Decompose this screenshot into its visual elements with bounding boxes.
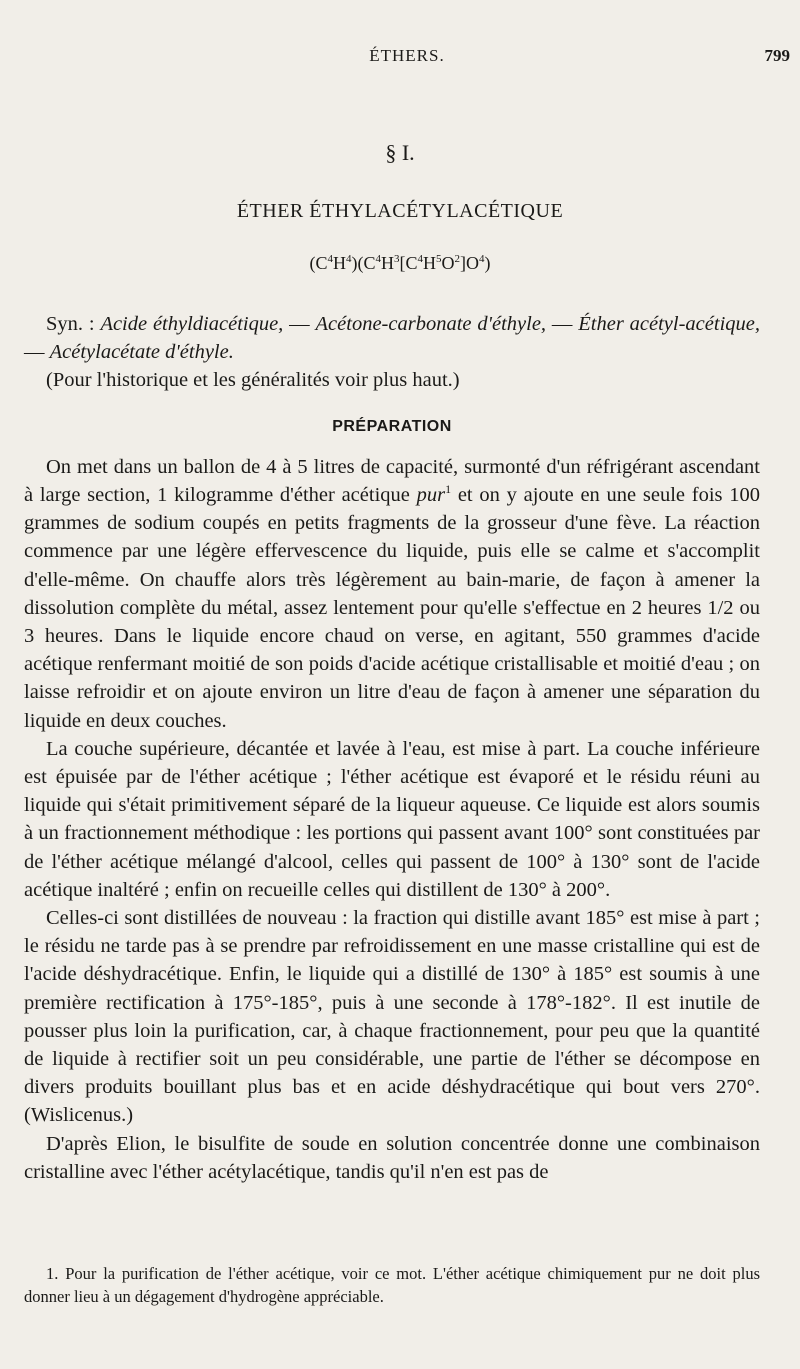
synonyms-line (24, 310, 760, 366)
paragraph-text: On met dans un ballon de 4 à 5 litres de capacité, surmonté d'un réfrigérant ascendant à large section, 1 kilogramme d'éther acétique (24, 455, 760, 507)
paragraph (24, 453, 760, 735)
synonym: Acide éthyldiacétique, (100, 313, 284, 335)
history-note: (Pour l'historique et les généralités voir plus haut.) (46, 369, 460, 392)
formula-sup: 4 (327, 253, 333, 265)
paragraph: D'après Elion, le bisulfite de soude en solution concentrée donne une combinaison cristalline avec l'éther acétylacétique, tandis qu'il n'en est pas de (24, 1132, 760, 1183)
synonyms-lead: Syn. : (46, 313, 95, 335)
paragraph-text: et on y ajoute en une seule fois 100 grammes de sodium coupés en petits fragments de la grosseur d'une fève. La réaction commence par une légère effervescence du liquide, puis elle se calme et s'accomplit d'elle-même. On chauffe alors très légèrement au bain-marie, de façon à amener la dissolution complète du métal, assez lentement pour qu'elle s'effectue en 2 heures 1/2 ou 3 heures. Dans le liquide encore chaud on verse, en agitant, 550 grammes d'acide acétique renfermant moitié de son poids d'acide acétique cristallisable et moitié d'eau ; on laisse refroidir et on ajoute environ un litre d'eau de façon à amener une séparation du liquide en deux couches. (24, 484, 760, 732)
running-title: ÉTHERS. (369, 46, 445, 65)
synonym: Acétylacétate d'éthyle. (49, 341, 234, 364)
formula-sup: 2 (454, 253, 460, 265)
formula-sup: 3 (394, 253, 400, 265)
formula-part: O (441, 253, 455, 273)
formula-sup: 4 (417, 253, 423, 265)
formula-part: ) (484, 253, 491, 273)
page-number: 799 (764, 46, 790, 65)
footnote-area (24, 1262, 760, 1308)
formula-part: (C (309, 253, 328, 273)
formula-part: H (381, 253, 394, 273)
synonym: Éther acétyl-acétique, (578, 313, 760, 335)
dash: — (283, 313, 316, 335)
section-mark: § I. (385, 140, 415, 165)
synonym: Acétone-carbonate d'éthyle, (315, 313, 547, 335)
paragraph: La couche supérieure, décantée et lavée à l'eau, est mise à part. La couche inférieure est épuisée par de l'éther acétique ; l'éther acétique est évaporé et le résidu réuni au liquide qui s'était primitivement séparé de la liqueur aqueuse. Ce liquide est alors soumis à un fractionnement méthodique : les portions qui passent avant 100° sont constituées par de l'éther acétique mélangé d'alcool, celles qui passent de 100° à 130° sont de l'acide acétique inaltéré ; enfin on recueille celles qui distillent de 130° à 200°. (24, 737, 760, 901)
body-text (24, 310, 760, 1186)
formula-sup: 5 (436, 253, 442, 265)
formula-sup: 4 (479, 253, 485, 265)
footnote: 1. Pour la purification de l'éther acétique, voir ce mot. L'éther acétique chimiquement pur ne doit plus donner lieu à un dégagement d'hydrogène appréciable. (24, 1264, 760, 1306)
dash: — (546, 313, 579, 335)
emphasis: pur (416, 484, 446, 507)
formula-part: [C (399, 253, 418, 273)
section-heading: PRÉPARATION (332, 417, 452, 435)
formula-part: )(C (351, 253, 376, 273)
formula-sup: 4 (375, 253, 381, 265)
formula-part: H (333, 253, 346, 273)
compound-title: ÉTHER ÉTHYLACÉTYLACÉTIQUE (236, 200, 564, 222)
paragraph: Celles-ci sont distillées de nouveau : la fraction qui distille avant 185° est mise à part ; le résidu ne tarde pas à se prendre par refroidissement en une masse cristalline qui est de l'acide déshydracétique. Enfin, le liquide qui a distillé de 130° à 185° est soumis à une première rectification à 175°-185°, puis à une seconde à 178°-182°. Il est inutile de pousser plus loin la purification, car, à chaque fractionnement, pour peu que la quantité de liquide à rectifier soit un peu considérable, une partie de l'éther se décompose en divers produits bouillant plus bas et en acide déshydracétique qui bout vers 270°. (Wislicenus.) (24, 907, 760, 1127)
page-header (24, 46, 790, 70)
formula-part: ]O (460, 253, 479, 273)
formula-part: H (423, 253, 436, 273)
footnote-ref[interactable]: 1 (445, 482, 452, 497)
formula-sup: 4 (346, 253, 352, 265)
dash: — (24, 341, 50, 364)
chemical-formula (0, 253, 800, 274)
